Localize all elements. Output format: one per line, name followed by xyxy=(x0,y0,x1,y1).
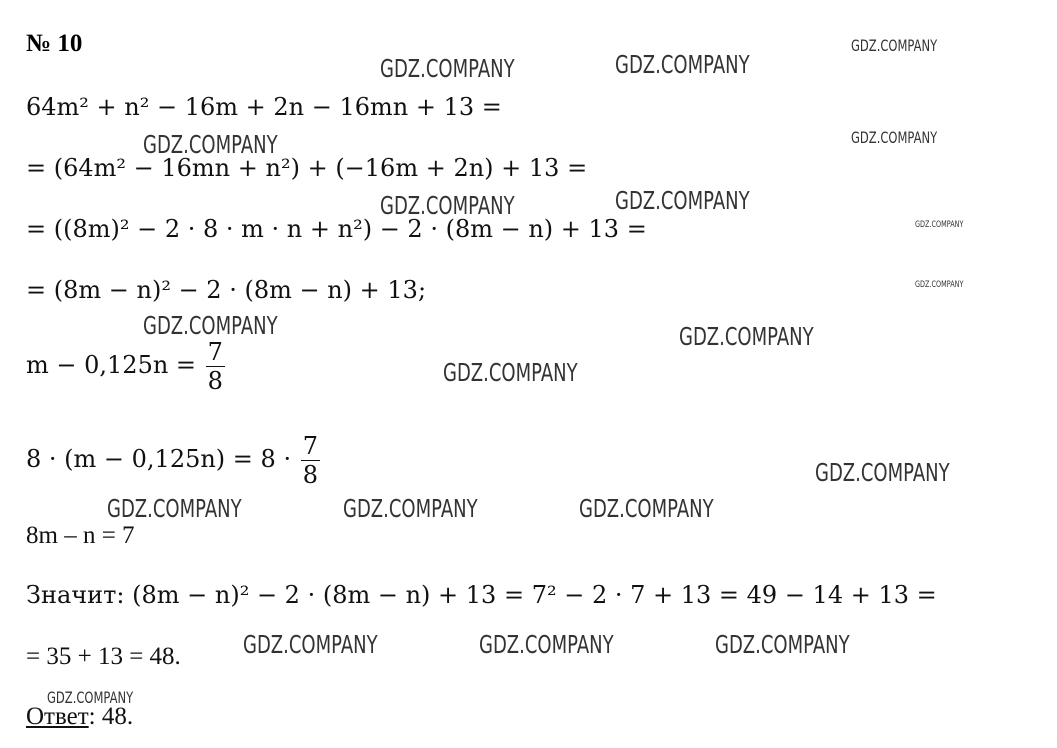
equation-line-6 xyxy=(26,432,322,489)
watermark: GDZ.COMPANY xyxy=(380,54,515,83)
fraction-numerator: 7 xyxy=(207,338,223,366)
watermark: GDZ.COMPANY xyxy=(380,191,515,220)
watermark: GDZ.COMPANY xyxy=(143,311,278,340)
watermark: GDZ.COMPANY xyxy=(615,50,750,79)
fraction-numerator: 7 xyxy=(302,432,318,460)
fraction-denominator: 8 xyxy=(302,461,318,489)
equation-line-5 xyxy=(26,338,227,395)
fraction-7-8 xyxy=(206,338,225,395)
fraction-7-8 xyxy=(301,432,320,489)
fraction-denominator: 8 xyxy=(207,367,223,395)
task-number: № 10 xyxy=(26,30,83,57)
watermark: GDZ.COMPANY xyxy=(47,688,134,707)
watermark: GDZ.COMPANY xyxy=(851,128,938,147)
watermark: GDZ.COMPANY xyxy=(715,630,850,659)
equation-line-4: = (8m − n)² − 2 · (8m − n) + 13; xyxy=(26,276,427,304)
watermark: GDZ.COMPANY xyxy=(343,494,478,523)
equation-line-7: 8m – n = 7 xyxy=(26,522,135,549)
watermark: GDZ.COMPANY xyxy=(143,130,278,159)
watermark: GDZ.COMPANY xyxy=(915,280,964,290)
equation-line-9: = 35 + 13 = 48. xyxy=(26,643,181,670)
answer-label: Ответ xyxy=(26,703,89,730)
watermark: GDZ.COMPANY xyxy=(615,186,750,215)
watermark: GDZ.COMPANY xyxy=(243,630,378,659)
watermark: GDZ.COMPANY xyxy=(679,322,814,351)
watermark: GDZ.COMPANY xyxy=(579,494,714,523)
equation-line-2: = (64m² − 16mn + n²) + (−16m + 2n) + 13 = xyxy=(26,154,588,182)
equation-line-3: = ((8m)² − 2 · 8 · m · n + n²) − 2 · (8m − n) + 13 = xyxy=(26,215,647,243)
equation-line-6-left: 8 · (m − 0,125n) = 8 · xyxy=(26,445,292,473)
equation-line-8: Значит: (8m − n)² − 2 · (8m − n) + 13 = 7² − 2 · 7 + 13 = 49 − 14 + 13 = xyxy=(26,581,937,609)
watermark: GDZ.COMPANY xyxy=(107,494,242,523)
answer-value: : 48. xyxy=(88,703,134,730)
equation-line-1: 64m² + n² − 16m + 2n − 16mn + 13 = xyxy=(26,93,502,121)
watermark: GDZ.COMPANY xyxy=(915,220,964,230)
watermark: GDZ.COMPANY xyxy=(851,36,938,55)
equation-line-5-left: m − 0,125n = xyxy=(26,351,197,379)
watermark: GDZ.COMPANY xyxy=(443,358,578,387)
watermark: GDZ.COMPANY xyxy=(815,458,950,487)
watermark: GDZ.COMPANY xyxy=(479,630,614,659)
